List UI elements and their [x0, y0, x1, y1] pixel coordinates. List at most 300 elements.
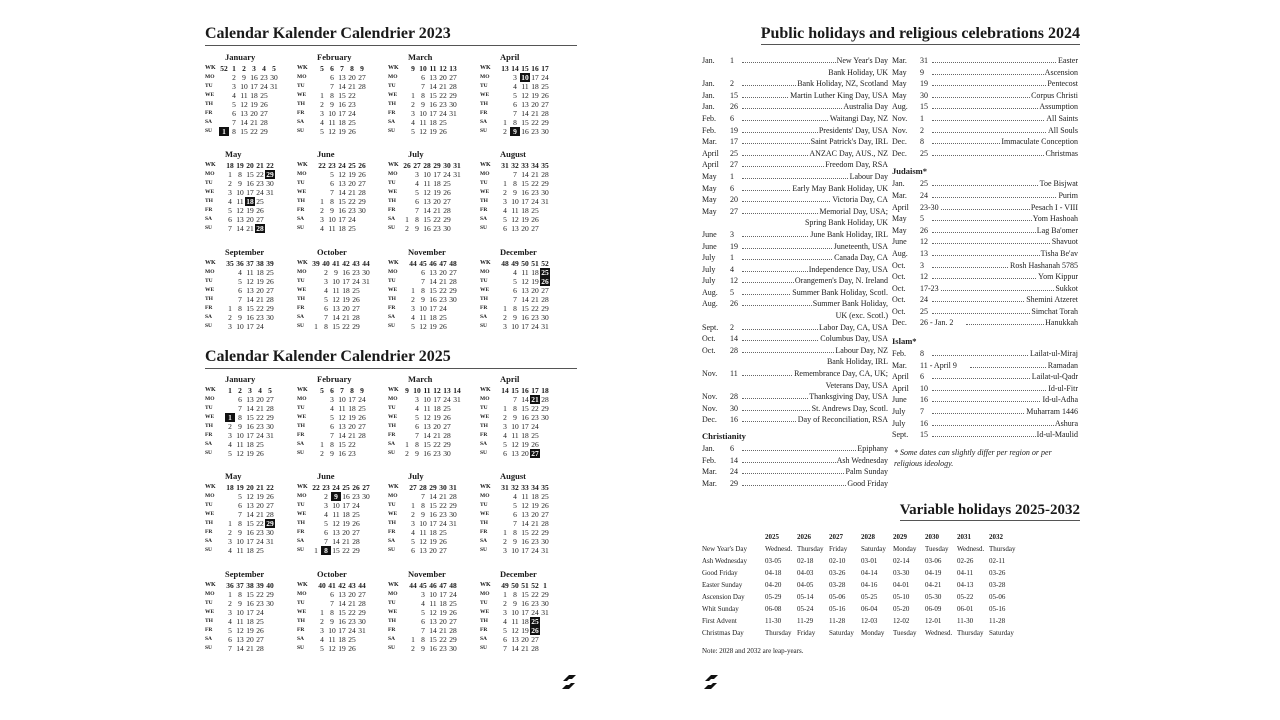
day-number: 18 [250, 91, 258, 100]
holiday-name: Hanukkah [1045, 318, 1078, 328]
holiday-leader [742, 252, 888, 264]
holiday-name: Presidents' Day, USA [818, 125, 888, 135]
holiday-month: May [892, 214, 907, 224]
holiday-month: Nov. [702, 392, 718, 402]
holiday-name: Corpus Christi [1031, 90, 1078, 100]
day-row [297, 528, 389, 537]
day-number: 27 [266, 286, 274, 295]
day-row [388, 537, 480, 546]
day-row [480, 528, 572, 537]
day-number: 17 [246, 608, 254, 617]
day-number: 23 [531, 188, 539, 197]
day-number: 24 [439, 304, 447, 313]
weekday-label: TH [297, 520, 305, 526]
holiday-leader [742, 368, 888, 380]
holiday-name: Canada Day, CA [834, 253, 888, 263]
holiday-month: Oct. [702, 334, 716, 344]
holiday-month: May [892, 79, 907, 89]
day-number: 21 [348, 82, 356, 91]
week-number: 9 [360, 64, 364, 73]
variable-cell: 05-16 [829, 605, 846, 613]
weekday-label: SA [480, 636, 488, 642]
week-number: 36 [226, 581, 234, 590]
day-number: 12 [240, 100, 248, 109]
holiday-day: 10 [920, 383, 928, 393]
day-number: 30 [449, 295, 457, 304]
day-number: 9 [334, 268, 338, 277]
day-number: 15 [338, 440, 346, 449]
weekday-label: TU [297, 83, 305, 89]
week-number: 52 [541, 259, 549, 268]
year-header: 2030 [925, 533, 939, 541]
weekday-label: FR [480, 305, 488, 311]
day-number: 21 [256, 510, 264, 519]
week-label: WK [205, 484, 216, 490]
day-number: 22 [439, 501, 447, 510]
day-number: 6 [330, 422, 334, 431]
holiday-name: Saint Patrick's Day, IRL [810, 137, 888, 147]
holiday-day: 23-30 [920, 202, 939, 212]
day-number: 20 [256, 286, 264, 295]
day-row [297, 440, 389, 449]
day-number: 26 [256, 626, 264, 635]
day-number: 10 [236, 608, 244, 617]
day-number: 17 [246, 188, 254, 197]
day-number: 2 [228, 179, 232, 188]
day-number: 20 [348, 590, 356, 599]
week-number: 34 [531, 161, 539, 170]
holiday-day-highlight: 26 [531, 626, 539, 635]
variable-cell: Tuesday [893, 629, 917, 637]
day-row [205, 91, 297, 100]
month-block [480, 52, 572, 152]
weekday-label: TU [480, 502, 488, 508]
month-block [297, 52, 389, 152]
day-number: 4 [320, 635, 324, 644]
holiday-day: 19 [920, 79, 928, 89]
weekday-label: WE [205, 287, 215, 293]
weekday-label: TH [205, 520, 213, 526]
day-number: 25 [531, 206, 539, 215]
week-number: 18 [226, 161, 234, 170]
weekday-label: TU [205, 405, 213, 411]
day-number: 15 [332, 546, 340, 555]
weekday-label: SA [297, 636, 305, 642]
day-number: 18 [439, 599, 447, 608]
month-block [297, 149, 389, 249]
week-number: 7 [340, 386, 344, 395]
weekday-label: FR [297, 207, 305, 213]
day-number: 29 [541, 404, 549, 413]
day-number: 15 [423, 440, 431, 449]
day-number: 21 [531, 109, 539, 118]
day-number: 27 [266, 395, 274, 404]
holiday-row [702, 391, 890, 403]
weekday-label: FR [297, 627, 305, 633]
week-number: 42 [338, 581, 346, 590]
day-row [205, 109, 297, 118]
day-number: 14 [246, 295, 254, 304]
holiday-month: June [892, 237, 907, 247]
day-number: 13 [246, 286, 254, 295]
holiday-name: Bank Holiday, NZ, Scotland [797, 79, 888, 89]
weekday-label: TH [480, 423, 488, 429]
day-number: 17 [433, 395, 441, 404]
day-number: 28 [531, 644, 539, 653]
day-number: 27 [449, 268, 457, 277]
calendar-page [200, 0, 580, 720]
day-number: 12 [423, 413, 431, 422]
day-number: 10 [328, 109, 336, 118]
day-row [388, 608, 480, 617]
holiday-name: Tisha Be'av [1040, 248, 1078, 258]
holiday-name: Labour Day [849, 171, 888, 181]
day-number: 23 [531, 127, 539, 136]
holiday-row [702, 414, 890, 426]
day-number: 3 [228, 188, 232, 197]
day-number: 4 [411, 528, 415, 537]
holiday-month: Feb. [892, 349, 906, 359]
holiday-row [892, 78, 1080, 90]
weekday-label: TH [480, 101, 488, 107]
day-number: 29 [541, 528, 549, 537]
holiday-name: St. Andrews Day, Scotl. [811, 403, 888, 413]
month-block [388, 149, 480, 249]
day-number: 14 [423, 431, 431, 440]
holiday-row [702, 466, 890, 478]
weekday-label: TU [388, 278, 396, 284]
day-number: 30 [541, 188, 549, 197]
day-number: 17 [429, 304, 437, 313]
day-number: 16 [521, 537, 529, 546]
day-number: 28 [266, 510, 274, 519]
holiday-name: Id-ul-Fitr [1048, 383, 1078, 393]
day-number: 4 [228, 546, 232, 555]
week-number: 48 [449, 581, 457, 590]
holiday-name: Sukkot [1055, 283, 1078, 293]
day-number: 8 [421, 501, 425, 510]
day-number: 25 [256, 546, 264, 555]
weekday-label: TH [297, 296, 305, 302]
day-number: 16 [246, 599, 254, 608]
day-number: 12 [332, 295, 340, 304]
week-number-row [388, 483, 480, 492]
day-number: 26 [439, 322, 447, 331]
day-number: 23 [439, 295, 447, 304]
holiday-month: June [702, 229, 717, 239]
holiday-month: July [892, 418, 906, 428]
day-number: 19 [531, 501, 539, 510]
month-name: January [225, 52, 256, 62]
week-number: 44 [362, 259, 370, 268]
week-number-row [388, 386, 480, 395]
day-number: 1 [411, 635, 415, 644]
day-row [297, 608, 389, 617]
week-number: 17 [531, 386, 539, 395]
day-number: 11 [511, 431, 519, 440]
day-number: 11 [511, 617, 519, 626]
week-number: 39 [256, 581, 264, 590]
day-row [480, 537, 572, 546]
weekday-label: MO [388, 396, 398, 402]
day-row [297, 188, 389, 197]
day-number: 12 [511, 440, 519, 449]
day-number: 2 [503, 188, 507, 197]
day-row [297, 268, 389, 277]
holiday-day: 2 [730, 322, 734, 332]
day-row [480, 100, 572, 109]
day-row [205, 100, 297, 109]
day-number: 16 [423, 449, 431, 458]
week-label: WK [297, 260, 308, 266]
day-number: 1 [503, 304, 507, 313]
month-name: March [408, 52, 433, 62]
day-number: 22 [256, 304, 264, 313]
day-number: 1 [503, 179, 507, 188]
weekday-label: SU [480, 450, 488, 456]
week-number: 19 [236, 483, 244, 492]
day-number: 18 [531, 82, 539, 91]
day-number: 14 [338, 82, 346, 91]
holiday-leader [742, 391, 888, 403]
weekday-label: FR [297, 305, 305, 311]
weekday-label: TU [205, 180, 213, 186]
day-number: 19 [348, 413, 356, 422]
month-name: May [225, 471, 242, 481]
weekday-label: SU [388, 547, 396, 553]
holiday-month: May [702, 195, 717, 205]
holiday-month: Oct. [892, 272, 906, 282]
day-number: 20 [439, 73, 447, 82]
day-number: 3 [324, 277, 328, 286]
day-row [205, 118, 297, 127]
weekday-label: MO [480, 396, 490, 402]
day-row [388, 268, 480, 277]
weekday-label: SA [388, 119, 396, 125]
day-number: 16 [338, 617, 346, 626]
day-number: 17 [338, 109, 346, 118]
variable-cell: 05-30 [925, 593, 942, 601]
weekday-label: SA [205, 216, 213, 222]
weekday-label: TH [205, 423, 213, 429]
week-number: 48 [501, 259, 509, 268]
day-number: 9 [242, 73, 246, 82]
day-number: 29 [358, 197, 366, 206]
variable-row [702, 567, 1080, 579]
holiday-leader [932, 306, 1078, 318]
day-row [480, 277, 572, 286]
holiday-day: 14 [730, 334, 738, 344]
week-label: WK [388, 162, 399, 168]
day-number: 14 [429, 82, 437, 91]
day-number: 18 [246, 440, 254, 449]
day-number: 5 [411, 127, 415, 136]
day-number: 4 [513, 268, 517, 277]
day-row [205, 286, 297, 295]
weekday-label: MO [205, 171, 215, 177]
day-row [388, 440, 480, 449]
holiday-row [702, 183, 890, 195]
week-number: 5 [272, 64, 276, 73]
day-number: 23 [256, 528, 264, 537]
day-number: 30 [541, 537, 549, 546]
day-number: 10 [236, 322, 244, 331]
variable-cell: 06-09 [925, 605, 942, 613]
holiday-leader [742, 345, 888, 357]
weekday-label: TU [388, 180, 396, 186]
day-row [388, 519, 480, 528]
day-number: 24 [256, 322, 264, 331]
day-number: 14 [236, 224, 244, 233]
weekday-label: FR [205, 110, 213, 116]
week-label: WK [480, 162, 491, 168]
variable-cell: 05-16 [989, 605, 1006, 613]
variable-cell: 06-01 [957, 605, 974, 613]
day-number: 16 [521, 599, 529, 608]
day-number: 28 [541, 295, 549, 304]
day-number: 5 [324, 519, 328, 528]
day-number: 5 [415, 413, 419, 422]
day-number: 22 [348, 608, 356, 617]
day-number: 19 [531, 91, 539, 100]
week-number: 40 [322, 259, 330, 268]
variable-row [702, 627, 1080, 639]
day-number: 12 [511, 215, 519, 224]
day-number: 10 [332, 501, 340, 510]
day-number: 26 [443, 188, 451, 197]
day-row [480, 617, 572, 626]
day-number: 6 [330, 590, 334, 599]
day-number: 27 [352, 304, 360, 313]
weekday-label: TH [205, 101, 213, 107]
month-block [388, 569, 480, 669]
day-number: 13 [521, 510, 529, 519]
holiday-leader [932, 78, 1078, 90]
day-number: 11 [521, 492, 529, 501]
week-number: 8 [350, 64, 354, 73]
weekday-label: SA [205, 314, 213, 320]
day-number: 23 [439, 100, 447, 109]
weekday-label: TU [388, 502, 396, 508]
year-header: 2028 [861, 533, 875, 541]
day-number: 5 [415, 188, 419, 197]
day-number: 10 [419, 519, 427, 528]
week-number: 1 [228, 386, 232, 395]
day-number: 12 [419, 322, 427, 331]
week-number-row [388, 161, 480, 170]
weekday-label: FR [388, 110, 396, 116]
day-number: 5 [320, 644, 324, 653]
weekday-label: SA [205, 441, 213, 447]
day-number: 27 [358, 73, 366, 82]
day-number: 28 [541, 519, 549, 528]
day-number: 17 [439, 590, 447, 599]
day-number: 1 [411, 91, 415, 100]
day-row [388, 599, 480, 608]
day-number: 20 [348, 179, 356, 188]
day-number: 26 [256, 206, 264, 215]
week-number-row [297, 259, 389, 268]
week-number: 4 [258, 386, 262, 395]
variable-cell: 02-18 [797, 557, 814, 565]
holiday-row [702, 298, 890, 310]
weekday-label: WE [297, 189, 307, 195]
variable-cell: 04-01 [893, 581, 910, 589]
weekday-label: SA [480, 538, 488, 544]
weekday-label: FR [205, 432, 213, 438]
weekday-label: TH [297, 423, 305, 429]
day-number: 12 [328, 127, 336, 136]
day-number: 15 [246, 413, 254, 422]
calendar-2023-title: Calendar Kalender Calendrier 2023 [205, 24, 577, 46]
weekday-label: TH [480, 296, 488, 302]
day-number: 10 [240, 82, 248, 91]
day-row [480, 188, 572, 197]
week-number: 26 [352, 483, 360, 492]
day-number: 23 [352, 268, 360, 277]
holiday-name: Ash Wednesday [836, 455, 888, 465]
day-number: 14 [429, 277, 437, 286]
day-number: 21 [521, 644, 529, 653]
holiday-name: Rosh Hashanah 5785 [1010, 260, 1078, 270]
weekday-label: SA [388, 538, 396, 544]
day-row [205, 635, 297, 644]
week-number-row [480, 483, 572, 492]
variable-cell: Wednesd. [765, 545, 793, 553]
day-row [205, 73, 297, 82]
holiday-row [892, 248, 1080, 260]
week-number-row [388, 581, 480, 590]
holiday-row [702, 403, 890, 415]
day-number: 22 [531, 590, 539, 599]
holiday-month: Mar. [702, 137, 717, 147]
day-number: 11 [236, 617, 244, 626]
day-row [480, 170, 572, 179]
day-row [388, 179, 480, 188]
day-number: 30 [541, 313, 549, 322]
day-row [297, 617, 389, 626]
holiday-name: Summer Bank Holiday, [812, 299, 888, 309]
variable-cell: 02-11 [989, 557, 1006, 565]
day-number: 21 [342, 313, 350, 322]
weekday-label: FR [388, 529, 396, 535]
holiday-name: Remembrance Day, CA, UK; [794, 369, 888, 379]
variable-cell: 02-14 [893, 557, 910, 565]
day-number: 4 [324, 510, 328, 519]
holiday-leader [932, 236, 1078, 248]
day-number: 15 [423, 215, 431, 224]
day-row [297, 277, 389, 286]
day-number: 30 [449, 100, 457, 109]
day-number: 11 [521, 268, 529, 277]
holiday-day-highlight: 9 [510, 127, 520, 136]
day-number: 5 [232, 100, 236, 109]
day-number: 9 [421, 510, 425, 519]
holiday-continuation: Veterans Day, USA [825, 380, 888, 390]
day-number: 3 [411, 519, 415, 528]
day-row [480, 179, 572, 188]
weekday-label: TH [297, 618, 305, 624]
holiday-month: Dec. [702, 415, 717, 425]
day-number: 20 [348, 422, 356, 431]
holiday-day-highlight: 29 [266, 170, 274, 179]
holiday-leader [932, 101, 1078, 113]
day-number: 10 [338, 395, 346, 404]
day-number: 16 [250, 73, 258, 82]
week-number: 5 [268, 386, 272, 395]
day-number: 6 [232, 109, 236, 118]
holiday-month: Oct. [892, 283, 906, 293]
